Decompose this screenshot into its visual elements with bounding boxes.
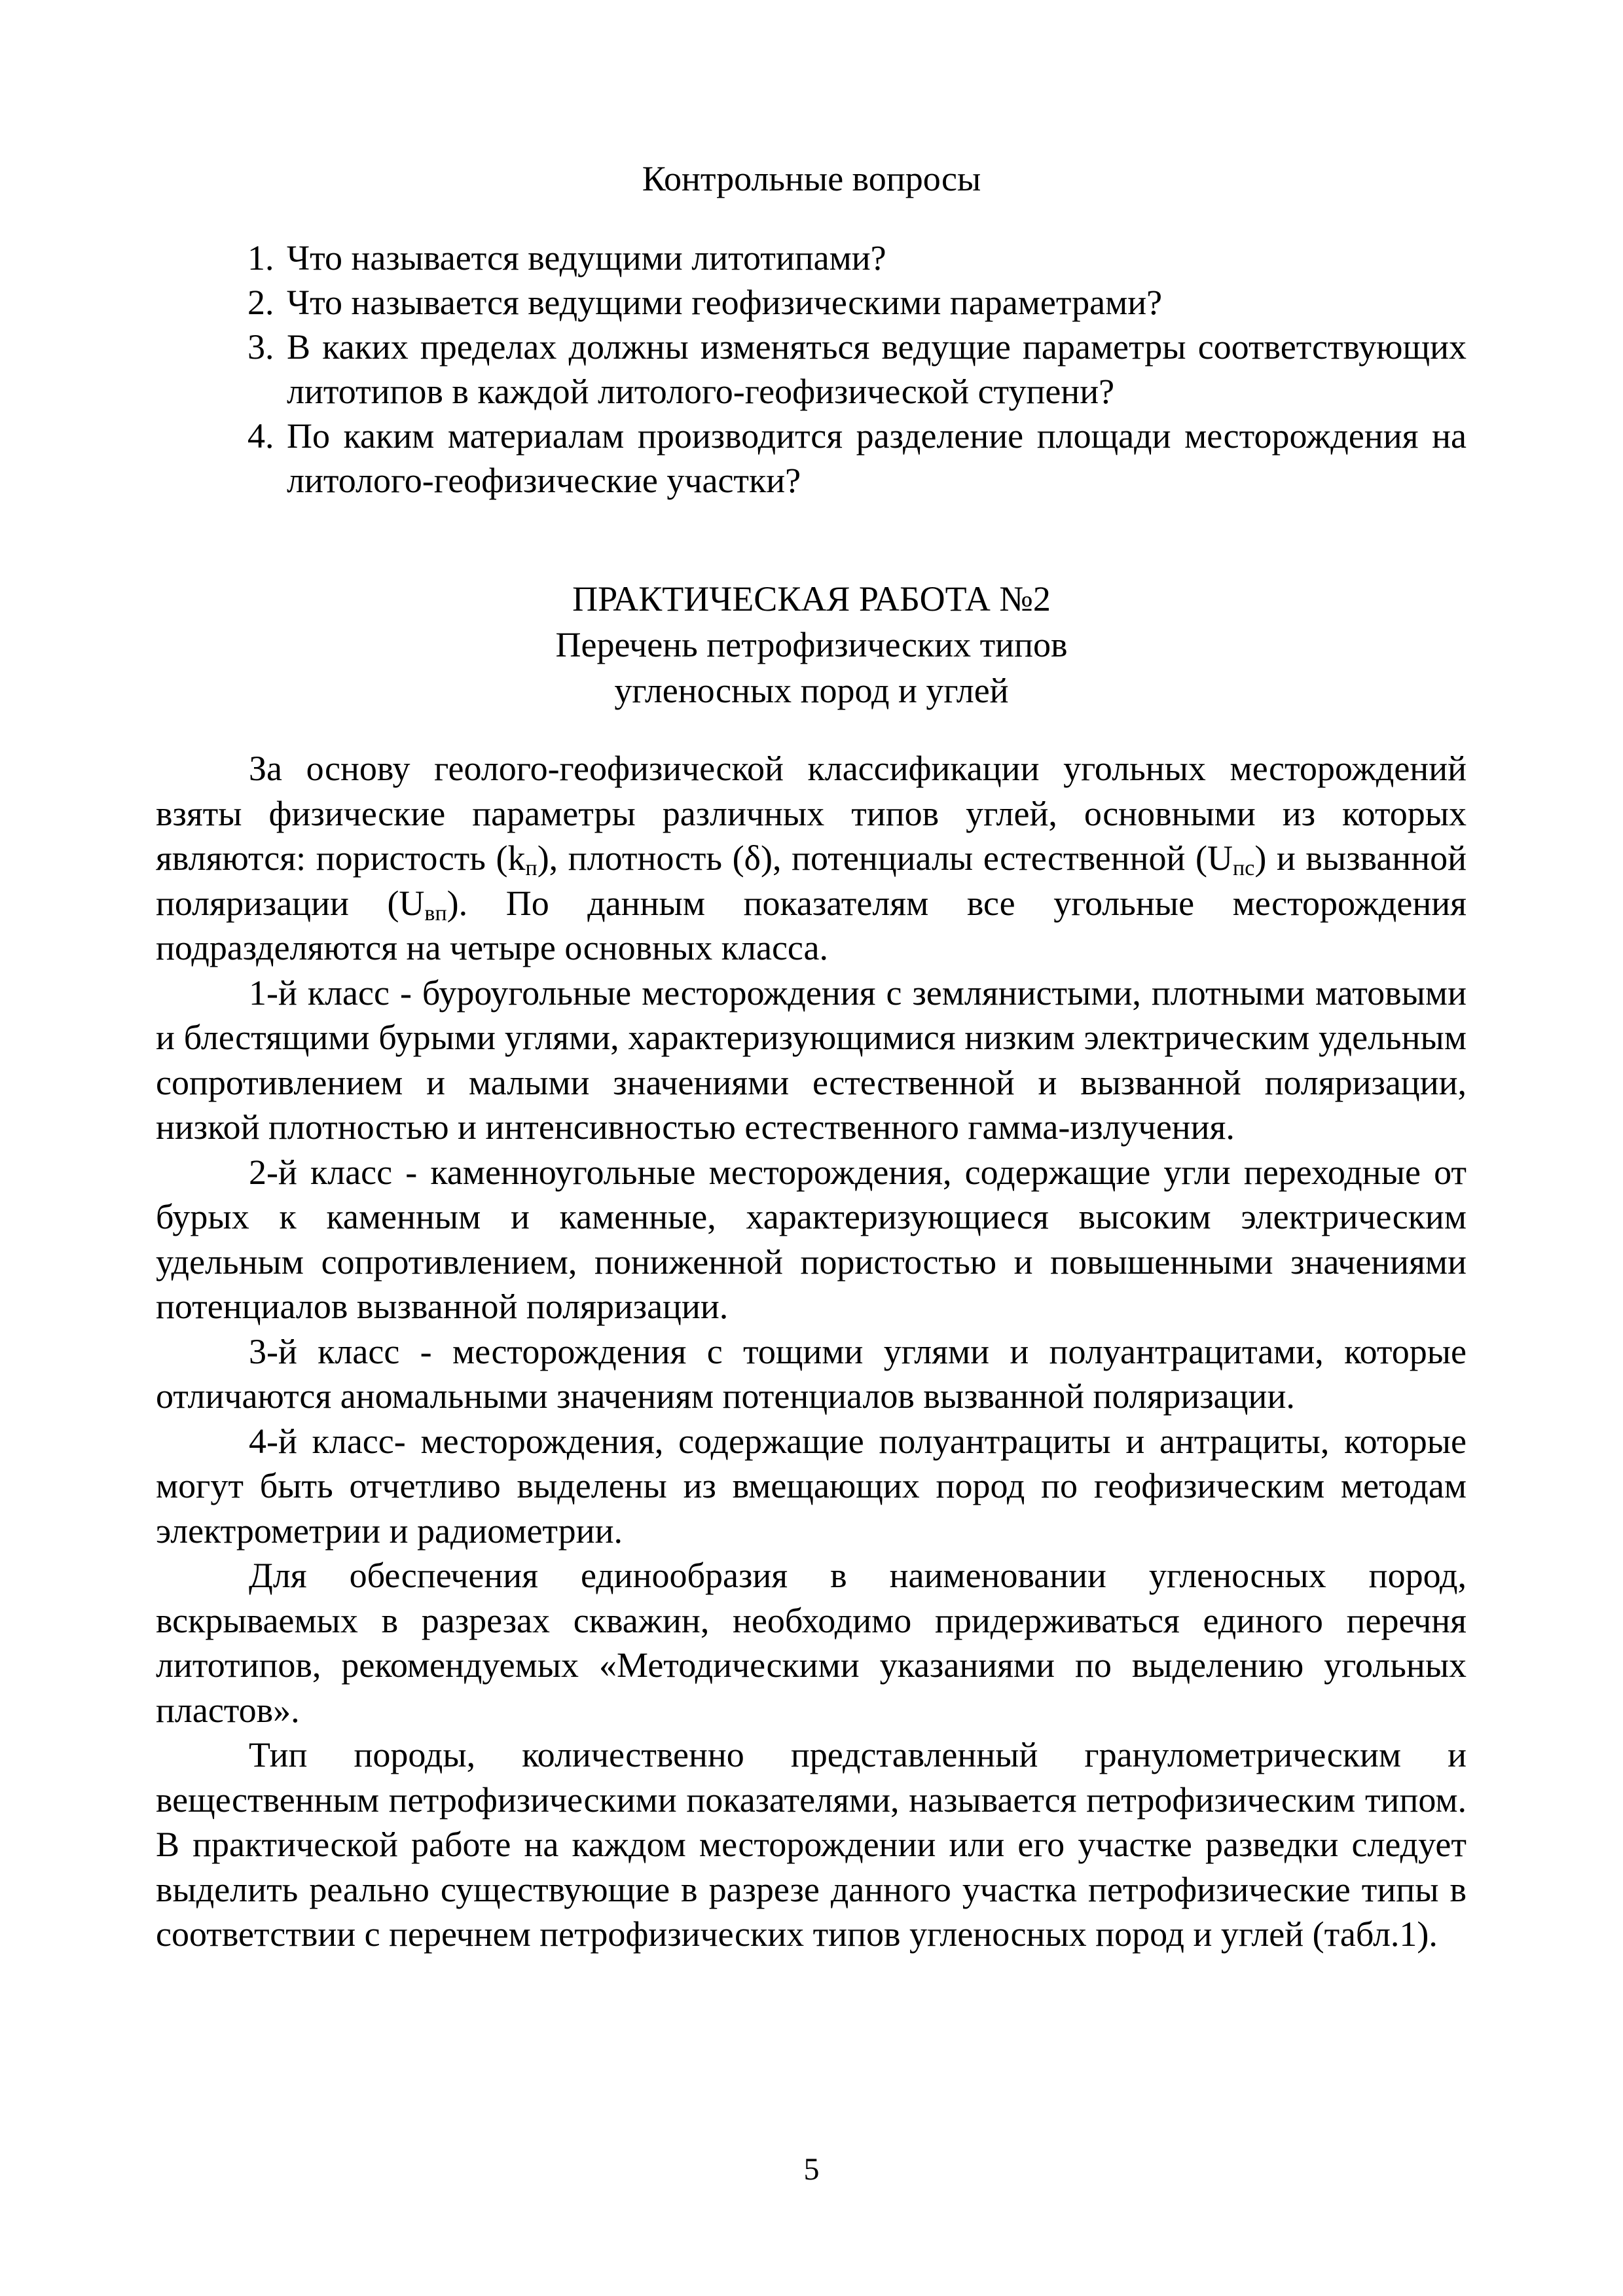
intro-text-1: За основу геолого-геофизической классификации угольных месторождений взяты физические параметры различных типов углей, основными из которых являются: пористость (k [156, 749, 1467, 878]
uniformity-paragraph: Для обеспечения единообразия в наименовании угленосных пород, вскрываемых в разрезах скважин, необходимо придерживаться единого перечня литотипов, рекомендуемых «Методическими указаниями по выделению угольных пластов». [156, 1556, 1467, 1730]
intro-paragraph [156, 746, 1467, 971]
question-text: Что называется ведущими геофизическими параметрами? [287, 283, 1163, 322]
class-4-paragraph: 4-й класс- месторождения, содержащие полуантрациты и антрациты, которые могут быть отчетливо выделены из вмещающих пород по геофизическим методам электрометрии и радиометрии. [156, 1421, 1467, 1551]
practical-work-subtitle-line2: угленосных пород и углей [614, 671, 1009, 710]
list-item [247, 325, 1467, 414]
practical-work-subtitle-line1: Перечень петрофизических типов [555, 625, 1068, 664]
question-number: 4. [247, 416, 274, 456]
class-2-paragraph: 2-й класс - каменноугольные месторождения, содержащие угли переходные от бурых к каменным и каменные, характеризующиеся высоким электрическим удельным сопротивлением, пониженной пористостью и повышенными значениями потенциалов вызванной поляризации. [156, 1152, 1467, 1326]
intro-text-2: ), плотность (δ), потенциалы естественной (U [537, 838, 1233, 878]
question-number: 2. [247, 283, 274, 322]
control-questions-list [247, 236, 1467, 503]
question-text: В каких пределах должны изменяться ведущие параметры соответствующих литотипов в каждой литолого-геофизической ступени? [287, 327, 1467, 411]
class-3-paragraph: 3-й класс - месторождения с тощими углями и полуантрацитами, которые отличаются аномальными значениям потенциалов вызванной поляризации. [156, 1331, 1467, 1416]
class-1-paragraph: 1-й класс - буроугольные месторождения с землянистыми, плотными матовыми и блестящими бурыми углями, характеризующимися низким электрическим удельным сопротивлением и малыми значениями естественной и вызванной поляризации, низкой плотностью и интенсивностью естественного гамма-излучения. [156, 973, 1467, 1147]
petrophysical-type-paragraph: Тип породы, количественно представленный гранулометрическим и вещественным петрофизическими показателями, называется петрофизическим типом. В практической работе на каждом месторождении или его участке разведки следует выделить реально существующие в разрезе данного участка петрофизические типы в соответствии с перечнем петрофизических типов угленосных пород и углей (табл.1). [156, 1735, 1467, 1954]
question-text: Что называется ведущими литотипами? [287, 238, 886, 278]
list-item [247, 280, 1467, 325]
question-text: По каким материалам производится разделение площади месторождения на литолого-геофизические участки? [287, 416, 1467, 500]
intro-text-4: ). По данным показателям все угольные месторождения подразделяются на четыре основных класса. [156, 883, 1467, 967]
subscript-ps: пс [1233, 856, 1255, 880]
list-item [247, 414, 1467, 503]
practical-work-title: ПРАКТИЧЕСКАЯ РАБОТА №2 [572, 579, 1051, 619]
question-number: 3. [247, 327, 274, 367]
subscript-n: п [525, 856, 538, 880]
page-number: 5 [803, 2152, 820, 2187]
question-number: 1. [247, 238, 274, 278]
body-text [156, 746, 1467, 1957]
list-item [247, 236, 1467, 280]
subscript-vp: вп [424, 901, 447, 925]
control-questions-title: Контрольные вопросы [642, 159, 981, 198]
intro-text-3: ) и вызванной поляризации (U [156, 838, 1467, 923]
